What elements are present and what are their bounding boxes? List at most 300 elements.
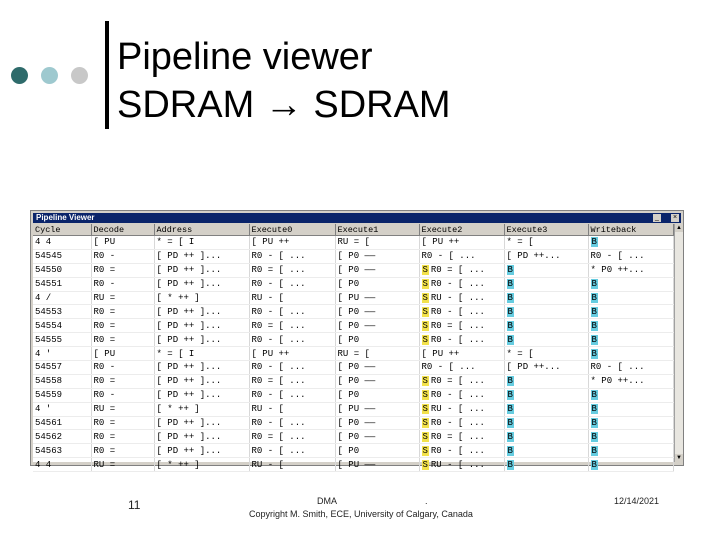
minimize-icon[interactable]: _ bbox=[653, 214, 661, 222]
cell-text: R0 - [ ... bbox=[421, 251, 476, 262]
stage-badge: B bbox=[507, 376, 513, 387]
stage-badge: B bbox=[507, 293, 513, 303]
window-titlebar[interactable] bbox=[33, 213, 681, 223]
cell-text: 4 ' bbox=[35, 348, 52, 359]
cell-text: R0 - bbox=[93, 251, 116, 262]
cell-execute3 bbox=[504, 305, 588, 319]
cell-text: RU - [ bbox=[251, 404, 284, 415]
cell-execute3 bbox=[504, 458, 588, 472]
cell-execute0 bbox=[249, 277, 335, 291]
cell-text: [ * ++ ] bbox=[156, 293, 200, 303]
cell-address bbox=[154, 361, 249, 375]
cell-decode bbox=[91, 263, 154, 277]
scroll-up-icon[interactable]: ▲ bbox=[676, 225, 682, 231]
stage-badge: S bbox=[422, 459, 428, 470]
cell-address bbox=[154, 263, 249, 277]
cell-execute1 bbox=[335, 347, 419, 361]
cell-decode bbox=[91, 374, 154, 388]
table-row[interactable] bbox=[33, 347, 673, 361]
cell-text: 54555 bbox=[35, 334, 63, 345]
cell-execute1 bbox=[335, 291, 419, 305]
cell-writeback bbox=[588, 249, 673, 263]
cell-text: 54550 bbox=[35, 265, 63, 276]
cell-text: RU = [ bbox=[337, 348, 370, 359]
table-row[interactable] bbox=[33, 416, 673, 430]
cell-text: [ PU —— bbox=[337, 459, 376, 470]
cell-address bbox=[154, 291, 249, 305]
cell-text: [ P0 bbox=[337, 334, 360, 345]
table-row[interactable] bbox=[33, 319, 673, 333]
cell-writeback bbox=[588, 305, 673, 319]
table-row[interactable] bbox=[33, 236, 673, 250]
cell-text: R0 - [ ... bbox=[590, 251, 645, 262]
cell-writeback bbox=[588, 430, 673, 444]
cell-text: [ PD ++ ]... bbox=[156, 431, 222, 442]
stage-badge: B bbox=[507, 279, 513, 290]
cell-cycle bbox=[33, 305, 91, 319]
cell-writeback bbox=[588, 444, 673, 458]
stage-badge: B bbox=[591, 237, 597, 248]
cell-cycle bbox=[33, 347, 91, 361]
cell-execute1 bbox=[335, 305, 419, 319]
decor-dot-2 bbox=[41, 67, 58, 84]
cell-decode bbox=[91, 361, 154, 375]
cell-cycle bbox=[33, 416, 91, 430]
cell-execute2 bbox=[419, 388, 504, 402]
cell-execute2 bbox=[419, 374, 504, 388]
cell-text: [ P0 —— bbox=[337, 418, 376, 429]
cell-execute1 bbox=[335, 361, 419, 375]
stage-badge: S bbox=[422, 404, 428, 415]
cell-decode bbox=[91, 402, 154, 416]
cell-execute0 bbox=[249, 291, 335, 305]
cell-execute2 bbox=[419, 416, 504, 430]
table-row[interactable] bbox=[33, 305, 673, 319]
cell-cycle bbox=[33, 458, 91, 472]
cell-writeback bbox=[588, 388, 673, 402]
cell-execute2 bbox=[419, 236, 504, 250]
cell-execute2 bbox=[419, 458, 504, 472]
stage-badge: B bbox=[507, 404, 513, 415]
stage-badge: S bbox=[422, 431, 428, 442]
table-row[interactable] bbox=[33, 361, 673, 375]
cell-execute3 bbox=[504, 416, 588, 430]
cell-text: [ PD ++... bbox=[506, 362, 561, 373]
pipeline-rows bbox=[33, 236, 673, 472]
table-row[interactable] bbox=[33, 277, 673, 291]
column-header[interactable]: Execute3 bbox=[504, 224, 588, 236]
cell-address bbox=[154, 236, 249, 250]
stage-badge: S bbox=[422, 306, 428, 317]
cell-execute0 bbox=[249, 347, 335, 361]
cell-text: R0 - [ ... bbox=[251, 251, 306, 262]
cell-text: R0 = [ ... bbox=[430, 376, 485, 387]
cell-cycle bbox=[33, 374, 91, 388]
cell-writeback bbox=[588, 333, 673, 347]
stage-badge: B bbox=[507, 445, 513, 456]
cell-decode bbox=[91, 291, 154, 305]
stage-badge: B bbox=[507, 390, 513, 401]
cell-writeback bbox=[588, 263, 673, 277]
stage-badge: S bbox=[422, 320, 428, 331]
cell-execute3 bbox=[504, 430, 588, 444]
stage-badge: S bbox=[422, 334, 428, 345]
cell-execute3 bbox=[504, 263, 588, 277]
cell-text: R0 = bbox=[93, 306, 116, 317]
cell-execute0 bbox=[249, 402, 335, 416]
cell-text: R0 - [ ... bbox=[251, 362, 306, 373]
cell-text: R0 = [ ... bbox=[251, 431, 306, 442]
cell-text: [ P0 —— bbox=[337, 431, 376, 442]
cell-address bbox=[154, 305, 249, 319]
cell-address bbox=[154, 402, 249, 416]
pipeline-grid bbox=[33, 224, 673, 470]
cell-text: [ PD ++ ]... bbox=[156, 445, 222, 456]
column-header[interactable]: Writeback bbox=[588, 224, 673, 236]
cell-text: RU - [ ... bbox=[430, 459, 485, 470]
cell-text: R0 = [ ... bbox=[251, 320, 306, 331]
cell-execute3 bbox=[504, 291, 588, 305]
cell-execute0 bbox=[249, 416, 335, 430]
cell-decode bbox=[91, 277, 154, 291]
cell-writeback bbox=[588, 347, 673, 361]
stage-badge: S bbox=[422, 293, 428, 303]
cell-text: RU = [ bbox=[337, 237, 370, 248]
cell-execute0 bbox=[249, 249, 335, 263]
cell-execute3 bbox=[504, 402, 588, 416]
cell-cycle bbox=[33, 333, 91, 347]
cell-writeback bbox=[588, 236, 673, 250]
cell-execute1 bbox=[335, 388, 419, 402]
table-row[interactable] bbox=[33, 333, 673, 347]
cell-execute1 bbox=[335, 416, 419, 430]
cell-cycle bbox=[33, 263, 91, 277]
slide-title-line1: Pipeline viewer bbox=[117, 36, 373, 78]
cell-execute2 bbox=[419, 305, 504, 319]
cell-cycle bbox=[33, 402, 91, 416]
table-row[interactable] bbox=[33, 291, 673, 305]
cell-text: R0 - [ ... bbox=[251, 279, 306, 290]
cell-text: R0 = bbox=[93, 431, 116, 442]
stage-badge: B bbox=[591, 293, 597, 303]
cell-execute0 bbox=[249, 263, 335, 277]
cell-cycle bbox=[33, 388, 91, 402]
cell-text: 54558 bbox=[35, 376, 63, 387]
cell-text: [ PU bbox=[93, 237, 116, 248]
cell-address bbox=[154, 374, 249, 388]
stage-badge: B bbox=[591, 320, 597, 331]
table-row[interactable] bbox=[33, 388, 673, 402]
cell-text: R0 - [ ... bbox=[430, 390, 485, 401]
cell-text: [ PU ++ bbox=[421, 348, 460, 359]
stage-badge: B bbox=[591, 404, 597, 415]
cell-execute3 bbox=[504, 374, 588, 388]
cell-execute2 bbox=[419, 361, 504, 375]
stage-badge: S bbox=[422, 418, 428, 429]
column-header[interactable]: Cycle bbox=[33, 224, 91, 236]
cell-address bbox=[154, 388, 249, 402]
cell-execute2 bbox=[419, 430, 504, 444]
cell-execute1 bbox=[335, 277, 419, 291]
cell-execute0 bbox=[249, 430, 335, 444]
column-header-row bbox=[33, 224, 673, 236]
cell-decode bbox=[91, 333, 154, 347]
close-icon[interactable]: × bbox=[672, 214, 678, 221]
cell-text: 54562 bbox=[35, 431, 63, 442]
cell-text: * P0 ++... bbox=[590, 376, 645, 387]
cell-text: [ PD ++ ]... bbox=[156, 376, 222, 387]
cell-decode bbox=[91, 305, 154, 319]
table-row[interactable] bbox=[33, 430, 673, 444]
cell-text: R0 = [ ... bbox=[430, 265, 485, 276]
table-row[interactable] bbox=[33, 444, 673, 458]
cell-decode bbox=[91, 416, 154, 430]
cell-execute0 bbox=[249, 305, 335, 319]
cell-text: R0 = bbox=[93, 418, 116, 429]
cell-text: 54563 bbox=[35, 445, 63, 456]
cell-text: [ PU ++ bbox=[251, 348, 290, 359]
cell-writeback bbox=[588, 374, 673, 388]
cell-text: 4 4 bbox=[35, 459, 52, 470]
cell-text: 54561 bbox=[35, 418, 63, 429]
slide-date: 12/14/2021 bbox=[614, 496, 660, 506]
footer-dma: DMA bbox=[317, 496, 337, 506]
cell-execute2 bbox=[419, 444, 504, 458]
cell-text: R0 = bbox=[93, 265, 116, 276]
cell-execute0 bbox=[249, 236, 335, 250]
cell-address bbox=[154, 458, 249, 472]
cell-text: [ P0 —— bbox=[337, 376, 376, 387]
cell-execute2 bbox=[419, 291, 504, 305]
cell-decode bbox=[91, 249, 154, 263]
cell-text: R0 = bbox=[93, 445, 116, 456]
cell-text: 54551 bbox=[35, 279, 63, 290]
decor-dot-3 bbox=[71, 67, 88, 84]
cell-cycle bbox=[33, 277, 91, 291]
cell-text: R0 - [ ... bbox=[251, 418, 306, 429]
cell-text: R0 = [ ... bbox=[251, 265, 306, 276]
cell-cycle bbox=[33, 361, 91, 375]
table-row[interactable] bbox=[33, 402, 673, 416]
cell-text: 54559 bbox=[35, 390, 63, 401]
cell-address bbox=[154, 347, 249, 361]
stage-badge: S bbox=[422, 376, 428, 387]
stage-badge: B bbox=[507, 320, 513, 331]
cell-text: [ * ++ ] bbox=[156, 459, 200, 470]
stage-badge: B bbox=[591, 418, 597, 429]
cell-execute2 bbox=[419, 347, 504, 361]
cell-decode bbox=[91, 458, 154, 472]
cell-text: RU - [ ... bbox=[430, 404, 485, 415]
cell-cycle bbox=[33, 291, 91, 305]
cell-execute3 bbox=[504, 236, 588, 250]
column-header[interactable]: Execute2 bbox=[419, 224, 504, 236]
cell-execute1 bbox=[335, 319, 419, 333]
page-number: 11 bbox=[128, 498, 141, 512]
cell-text: R0 - [ ... bbox=[251, 306, 306, 317]
cell-text: [ P0 —— bbox=[337, 306, 376, 317]
cell-text: R0 - bbox=[93, 279, 116, 290]
cell-execute0 bbox=[249, 319, 335, 333]
stage-badge: B bbox=[507, 265, 513, 276]
cell-text: [ P0 —— bbox=[337, 251, 376, 262]
cell-decode bbox=[91, 444, 154, 458]
stage-badge: S bbox=[422, 279, 428, 290]
stage-badge: S bbox=[422, 265, 428, 276]
cell-text: 4 / bbox=[35, 293, 52, 303]
stage-badge: S bbox=[422, 445, 428, 456]
cell-execute2 bbox=[419, 402, 504, 416]
title-divider bbox=[105, 21, 109, 129]
cell-address bbox=[154, 249, 249, 263]
cell-execute0 bbox=[249, 444, 335, 458]
cell-text: [ PU ++ bbox=[421, 237, 460, 248]
cell-execute3 bbox=[504, 361, 588, 375]
stage-badge: B bbox=[591, 334, 597, 345]
cell-text: R0 - [ ... bbox=[590, 362, 645, 373]
cell-text: R0 - [ ... bbox=[430, 445, 485, 456]
cell-text: RU - [ bbox=[251, 293, 284, 303]
table-row[interactable] bbox=[33, 249, 673, 263]
cell-text: [ PU ++ bbox=[251, 237, 290, 248]
cell-writeback bbox=[588, 458, 673, 472]
pipeline-table bbox=[33, 224, 674, 472]
cell-cycle bbox=[33, 249, 91, 263]
cell-text: * = [ I bbox=[156, 237, 195, 248]
cell-execute3 bbox=[504, 347, 588, 361]
cell-text: R0 - [ ... bbox=[430, 279, 485, 290]
slide-title-line2: SDRAM → SDRAM bbox=[117, 84, 451, 126]
cell-text: R0 - bbox=[93, 362, 116, 373]
cell-text: 4 ' bbox=[35, 404, 52, 415]
cell-text: R0 - [ ... bbox=[251, 390, 306, 401]
cell-text: [ PD ++... bbox=[506, 251, 561, 262]
table-row[interactable] bbox=[33, 374, 673, 388]
column-header[interactable]: Execute1 bbox=[335, 224, 419, 236]
cell-decode bbox=[91, 430, 154, 444]
cell-text: R0 - [ ... bbox=[430, 418, 485, 429]
cell-execute0 bbox=[249, 458, 335, 472]
cell-text: 54557 bbox=[35, 362, 63, 373]
cell-text: [ PD ++ ]... bbox=[156, 390, 222, 401]
cell-cycle bbox=[33, 319, 91, 333]
cell-writeback bbox=[588, 402, 673, 416]
cell-text: [ P0 bbox=[337, 390, 360, 401]
cell-text: RU - [ bbox=[251, 459, 284, 470]
cell-text: [ PD ++ ]... bbox=[156, 265, 222, 276]
column-header[interactable]: Execute0 bbox=[249, 224, 335, 236]
column-header[interactable]: Decode bbox=[91, 224, 154, 236]
cell-text: [ PD ++ ]... bbox=[156, 334, 222, 345]
cell-text: [ PD ++ ]... bbox=[156, 320, 222, 331]
cell-decode bbox=[91, 388, 154, 402]
cell-text: 4 4 bbox=[35, 237, 52, 248]
cell-text: R0 - [ ... bbox=[430, 306, 485, 317]
cell-text: [ P0 —— bbox=[337, 362, 376, 373]
cell-execute1 bbox=[335, 249, 419, 263]
cell-text: * = [ bbox=[506, 348, 534, 359]
cell-execute0 bbox=[249, 361, 335, 375]
cell-text: * = [ bbox=[506, 237, 534, 248]
cell-decode bbox=[91, 347, 154, 361]
cell-text: [ P0 —— bbox=[337, 265, 376, 276]
vertical-scrollbar[interactable] bbox=[674, 224, 683, 462]
cell-execute3 bbox=[504, 277, 588, 291]
table-row[interactable] bbox=[33, 458, 673, 472]
scroll-down-icon[interactable]: ▼ bbox=[676, 455, 682, 461]
stage-badge: B bbox=[591, 306, 597, 317]
cell-execute0 bbox=[249, 374, 335, 388]
cell-text: [ PU —— bbox=[337, 293, 376, 303]
cell-execute1 bbox=[335, 402, 419, 416]
stage-badge: B bbox=[591, 445, 597, 456]
cell-text: [ PU —— bbox=[337, 404, 376, 415]
cell-text: R0 = [ ... bbox=[430, 320, 485, 331]
cell-text: R0 - [ ... bbox=[251, 334, 306, 345]
cell-text: RU = bbox=[93, 404, 116, 415]
cell-execute2 bbox=[419, 333, 504, 347]
cell-execute0 bbox=[249, 388, 335, 402]
stage-badge: B bbox=[591, 431, 597, 442]
cell-text: * = [ I bbox=[156, 348, 195, 359]
cell-text: 54553 bbox=[35, 306, 63, 317]
cell-text: [ PD ++ ]... bbox=[156, 418, 222, 429]
cell-address bbox=[154, 430, 249, 444]
cell-text: [ P0 —— bbox=[337, 320, 376, 331]
cell-text: R0 = bbox=[93, 334, 116, 345]
cell-execute3 bbox=[504, 444, 588, 458]
cell-text: R0 = bbox=[93, 376, 116, 387]
cell-text: R0 - bbox=[93, 390, 116, 401]
cell-cycle bbox=[33, 236, 91, 250]
cell-text: R0 - [ ... bbox=[421, 362, 476, 373]
stage-badge: B bbox=[507, 459, 513, 470]
cell-text: [ PD ++ ]... bbox=[156, 279, 222, 290]
cell-text: [ P0 bbox=[337, 445, 360, 456]
cell-address bbox=[154, 444, 249, 458]
cell-decode bbox=[91, 319, 154, 333]
cell-execute1 bbox=[335, 374, 419, 388]
cell-cycle bbox=[33, 430, 91, 444]
cell-text: R0 = [ ... bbox=[251, 376, 306, 387]
column-header[interactable]: Address bbox=[154, 224, 249, 236]
cell-text: R0 = bbox=[93, 320, 116, 331]
stage-badge: B bbox=[591, 390, 597, 401]
cell-execute1 bbox=[335, 430, 419, 444]
cell-address bbox=[154, 319, 249, 333]
cell-execute3 bbox=[504, 333, 588, 347]
cell-execute1 bbox=[335, 236, 419, 250]
table-row[interactable] bbox=[33, 263, 673, 277]
cell-address bbox=[154, 416, 249, 430]
footer-dot: . bbox=[425, 496, 428, 506]
cell-text: * P0 ++... bbox=[590, 265, 645, 276]
cell-text: [ PU bbox=[93, 348, 116, 359]
cell-execute3 bbox=[504, 388, 588, 402]
pipeline-viewer-window bbox=[30, 210, 684, 470]
stage-badge: B bbox=[507, 306, 513, 317]
cell-text: R0 - [ ... bbox=[430, 334, 485, 345]
cell-execute3 bbox=[504, 319, 588, 333]
stage-badge: B bbox=[507, 431, 513, 442]
cell-execute3 bbox=[504, 249, 588, 263]
cell-writeback bbox=[588, 277, 673, 291]
cell-writeback bbox=[588, 416, 673, 430]
stage-badge: B bbox=[591, 279, 597, 290]
cell-text: [ PD ++ ]... bbox=[156, 251, 222, 262]
cell-text: [ * ++ ] bbox=[156, 404, 200, 415]
cell-text: RU = bbox=[93, 459, 116, 470]
